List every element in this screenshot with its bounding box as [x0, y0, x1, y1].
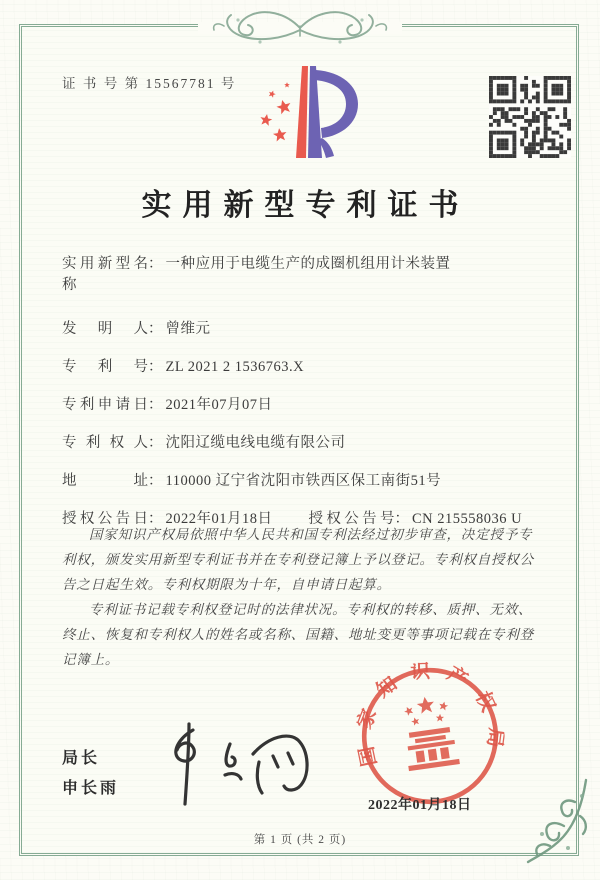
corner-flourish-ornament [522, 776, 594, 868]
field-label: 授权公告日 [62, 511, 148, 527]
field-value: CN 215558036 U [412, 511, 523, 527]
certificate-fields [62, 254, 548, 547]
field-label: 实用新型名称 [62, 256, 148, 293]
national-emblem-icon [399, 693, 460, 771]
officer-block [62, 744, 119, 804]
field-label: 地址 [62, 473, 148, 489]
certificate-title: 实用新型专利证书 [141, 189, 470, 222]
field-filing-date: 专利申请日 ： 2021年07月07日 [62, 395, 548, 416]
cnipa-logo-icon [242, 60, 372, 168]
field-patentee: 专利权人 ： 沈阳辽缆电线电缆有限公司 [62, 433, 548, 454]
qr-code [489, 76, 571, 158]
field-patent-number: 专利号 ： ZL 2021 2 1536763.X [62, 357, 548, 378]
top-flourish-ornament [190, 2, 410, 50]
grant-number-group: 授权公告号 ： CN 215558036 U [309, 509, 523, 530]
officer-title: 局长 [62, 750, 101, 767]
seal-date: 2022年01月18日 [368, 798, 472, 813]
seal-text: 国家知识产权局 [353, 660, 507, 768]
field-value: 2021年07月07日 [165, 397, 273, 413]
field-inventor: 发明人 ： 曾维元 [62, 319, 548, 340]
field-value: 110000 辽宁省沈阳市铁西区保工南街51号 [165, 473, 442, 489]
field-value: 一种应用于电缆生产的成圈机组用计米装置 [165, 256, 451, 272]
legal-paragraph-1: 国家知识产权局依照中华人民共和国专利法经过初步审查，决定授予专利权，颁发实用新型专利证书并在专利登记簿上予以登记。专利权自授权公告之日起生效。专利权期限为十年，自申请日起算。 [62, 527, 534, 592]
field-label: 授权公告号 [308, 511, 395, 527]
field-label: 专利申请日 [62, 397, 148, 413]
field-utility-model-name: 实用新型名称 ： 一种应用于电缆生产的成圈机组用计米装置 [62, 254, 548, 296]
certificate-number: 证 书 号 第 15567781 号 [62, 76, 237, 91]
grant-date-group: 授权公告日 ： 2022年01月18日 [62, 509, 273, 530]
field-value: 曾维元 [165, 321, 211, 337]
field-label: 专利号 [62, 359, 148, 375]
field-address: 地址 ： 110000 辽宁省沈阳市铁西区保工南街51号 [62, 471, 548, 492]
commissioner-signature [135, 720, 335, 810]
page-number: 第 1 页 (共 2 页) [253, 834, 347, 846]
field-value: 2022年01月18日 [165, 511, 273, 527]
field-label: 发明人 [62, 321, 148, 337]
legal-paragraph-2: 专利证书记载专利权登记时的法律状况。专利权的转移、质押、无效、终止、恢复和专利权人的姓名或名称、国籍、地址变更等事项记载在专利登记簿上。 [62, 602, 534, 667]
legal-text [62, 522, 542, 672]
field-value: 沈阳辽缆电线电缆有限公司 [165, 435, 346, 451]
field-value: ZL 2021 2 1536763.X [165, 359, 305, 375]
field-label: 专利权人 [62, 435, 148, 451]
officer-name: 申长雨 [62, 780, 120, 797]
